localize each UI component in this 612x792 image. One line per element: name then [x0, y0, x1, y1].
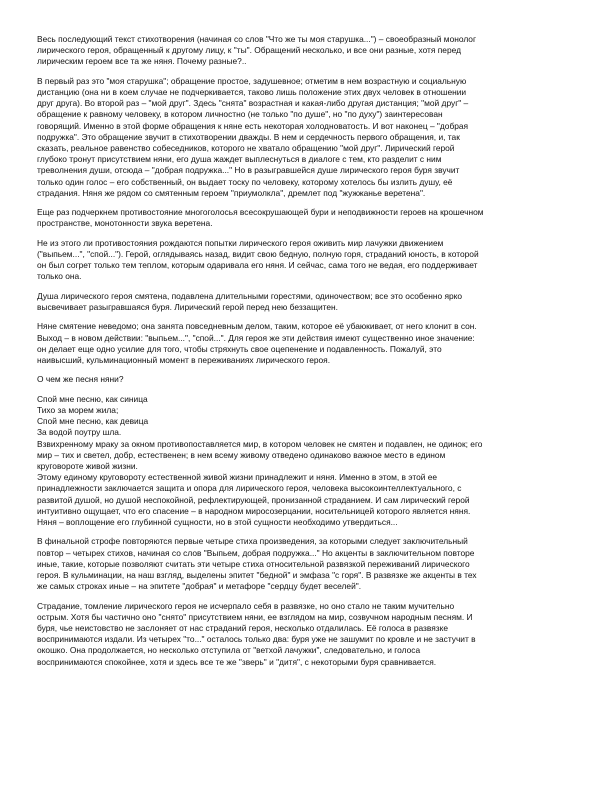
text-line: острым. Хотя бы частично оно "снято" присутствием няни, ее взглядом на мир, созвучном народным песням. И [37, 611, 473, 622]
text-line: мир – тих и светел, добр, естественен; в нем всему живому отведено одинаково важное место в едином [37, 449, 446, 460]
text-line: За водой поутру шла. [37, 427, 122, 438]
text-line: пространстве, монотонности звука веретена. [37, 218, 213, 229]
text-line: В первый раз это "моя старушка"; обращение простое, задушевное; отметим в нем возрастную и социальную [37, 75, 467, 86]
text-line: воспринимаются спокойнее, хотя и здесь все те же "зверь" и "дитя", с некоторыми буря сравнивается. [37, 656, 437, 667]
text-line: окошко. Она продолжается, но несколько отступила от "ветхой лачужки", следовательно, и голоса [37, 645, 421, 656]
text-line: только она. [37, 271, 82, 282]
text-line: развитой душой, но душой неспокойной, рефлектирующей, пронизанной страданием. И сам лирический герой [37, 494, 470, 505]
text-line: Няня – воплощение его глубинной сущности, но в этой сущности необходимо утвердиться... [37, 517, 398, 528]
text-line: сказать, реальное равенство собеседников, которого не хватало обращению "мой друг". Лирический герой [37, 143, 455, 154]
text-line: он делает еще одно усилие для того, чтобы стряхнуть свое оцепенение и подавленность. Пожалуй, это [37, 343, 442, 354]
text-line: глубоко тронут присутствием няни, его душа жаждет выплеснуться в диалоге с тем, кто разделит с ним [37, 154, 442, 165]
paragraph [37, 394, 576, 472]
text-line: только один голос – его собственный, он выдает тоску по человеку, которому хотелось бы излить душу, её [37, 176, 453, 187]
text-line: страдания. Няня же рядом со смятенным героем "приумолкла", дремлет под "жужжанье веретена". [37, 187, 426, 198]
paragraph [37, 472, 576, 528]
text-line: Этому единому круговороту естественной живой жизни принадлежит и няня. Именно в этом, в этой ее [37, 472, 438, 483]
text-line: высвечивает разыгравшаяся буря. Лирический герой перед нею беззащитен. [37, 302, 338, 313]
text-line: Спой мне песню, как синица [37, 393, 148, 404]
text-line: Взвихренному мраку за окном противопоставляется мир, в котором человек не смятен и подавлен, не одинок; его [37, 438, 483, 449]
text-line: лирическим героем все та же няня. Почему разные?.. [37, 56, 247, 67]
text-line: дистанцию (она ни в коем случае не подчеркивается, таково лишь положение этих двух человек в отношении [37, 87, 467, 97]
paragraph [37, 291, 576, 313]
text-line: Выход – в новом действии: "выпьем...", "спой...". Для героя же эти действия имеют существенно иное значение: [37, 332, 475, 343]
text-line: круговороте живой жизни. [37, 461, 138, 472]
text-line: интуитивно ощущает, что его спасение – в народном миросозерцании, носительницей которого является няня. [37, 505, 471, 516]
text-line: Няне смятение неведомо; она занята повседневным делом, таким, которое её убаюкивает, от него клонит в сон. [37, 321, 477, 332]
paragraph [37, 374, 576, 385]
text-line: Не из этого ли противостояния рождаются попытки лирического героя оживить мир лачужки движением [37, 237, 444, 248]
text-line: буря, чье неистовство не заслоняет от нас страданий героя, несколько отдалилась. Её голоса в развязке [37, 623, 449, 634]
paragraph [37, 207, 576, 229]
text-line: героя. В кульминации, на наш взгляд, выделены эпитет "бедной" и эмфаза "с горя". В развязке же акценты в тех [37, 570, 477, 581]
text-line: О чем же песня няни? [37, 374, 124, 385]
text-line: Спой мне песню, как девица [37, 416, 149, 427]
paragraph [37, 34, 576, 68]
paragraph [37, 76, 576, 199]
text-line: иные, такие, которые позволяют считать эти четыре стиха относительной развязкой переживаний лирического [37, 558, 470, 569]
text-line: наивысший, кульминационный момент в переживаниях лирического героя. [37, 355, 331, 366]
text-line: Весь последующий текст стихотворения (начиная со слов "Что же ты моя старушка...") – своеобразный монолог [37, 34, 477, 44]
paragraph [37, 238, 576, 283]
paragraph [37, 321, 576, 366]
paragraph [37, 536, 576, 592]
text-line: Тихо за морем жила; [37, 405, 119, 415]
text-line: Еще раз подчеркнем противостояние многоголосья всесокрушающей бури и неподвижности героев на крошечном [37, 207, 484, 218]
text-line: лирического героя, обращенный к другому лицу, к "ты". Обращений несколько, и все они разные, хотя перед [37, 45, 461, 56]
text-line: В финальной строфе повторяются первые четыре стиха произведения, за которыми следует заключительный [37, 536, 468, 547]
text-line: друг друга). Во второй раз – "мой друг". Здесь "снята" возрастная и какая-либо другая дистанция; "мой друг" – [37, 98, 469, 109]
text-line: подружка". Это обращение звучит в стихотворении дважды. В нем и сердечность первого обращения, и, так [37, 131, 460, 142]
text-line: же самых строках иные – на эпитете "добрая" и метафоре "сердцу будет веселей". [37, 581, 362, 592]
text-line: говорящий. Именно в этой форме обращения к няне есть некоторая холодноватость. И вот наконец – "добрая [37, 120, 469, 131]
paragraph [37, 601, 576, 668]
text-line: Душа лирического героя смятена, подавлена длительными горестями, одиночеством; все это особенно ярко [37, 290, 463, 301]
text-line: ("выпьем...", "спой..."). Герой, оглядываясь назад, видит свою бедную, полную горя, страданий юность, в которой [37, 249, 479, 260]
text-line: воспринимаются издали. Из четырех "то..." осталось только два: буря уже не зашумит по кровле и не застучит в [37, 634, 476, 645]
text-line: Страдание, томление лирического героя не исчерпало себя в развязке, но оно стало не таким мучительно [37, 600, 455, 611]
text-line: принадлежности заключается защита и опора для лирического героя, человека высокоинтеллектуального, с [37, 483, 462, 494]
text-line: повтор – четырех стихов, начиная со слов "Выпьем, добрая подружка..." Но акценты в заключительном повторе [37, 547, 475, 558]
text-line: треволнения души, отсюда – "добрая подружка..." Но в разыгравшейся душе лирического героя буря звучит [37, 165, 460, 176]
text-line: он был согрет только тем теплом, которым одаривала его няня. И сейчас, сама того не ведая, его поддерживает [37, 260, 478, 271]
text-line: обращение к равному человеку, в котором личностно (не только "по душе", но "по духу") заинтересован [37, 109, 443, 120]
